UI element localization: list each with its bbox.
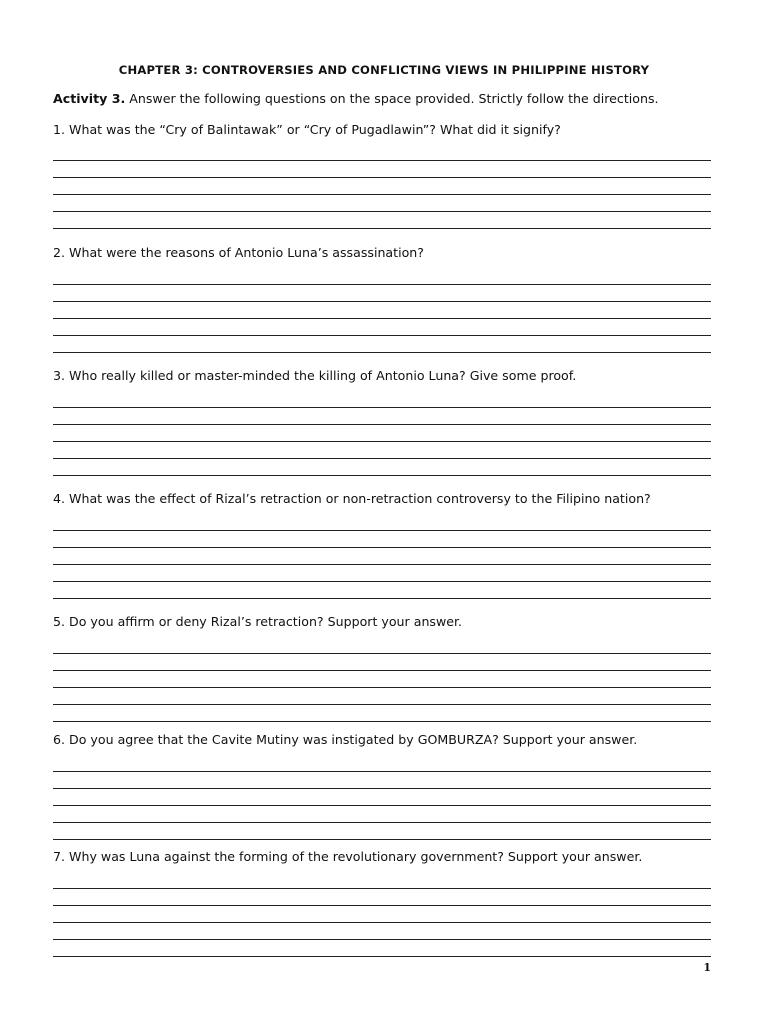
answer-line[interactable] xyxy=(53,721,711,722)
answer-line[interactable] xyxy=(53,547,711,548)
answer-line[interactable] xyxy=(53,424,711,425)
answer-line[interactable] xyxy=(53,318,711,319)
question-1 xyxy=(53,121,733,139)
answer-line[interactable] xyxy=(53,939,711,940)
answer-line[interactable] xyxy=(53,284,711,285)
question-text: 4. What was the effect of Rizal’s retraction or non-retraction controversy to the Filipino nation? xyxy=(53,491,651,506)
answer-line[interactable] xyxy=(53,905,711,906)
answer-line[interactable] xyxy=(53,598,711,599)
answer-line[interactable] xyxy=(53,211,711,212)
answer-line[interactable] xyxy=(53,670,711,671)
answer-line[interactable] xyxy=(53,335,711,336)
answer-line[interactable] xyxy=(53,530,711,531)
answer-line[interactable] xyxy=(53,788,711,789)
answer-line[interactable] xyxy=(53,888,711,889)
question-3 xyxy=(53,367,733,385)
answer-line[interactable] xyxy=(53,839,711,840)
question-text: 1. What was the “Cry of Balintawak” or “Cry of Pugadlawin”? What did it signify? xyxy=(53,122,561,137)
answer-line[interactable] xyxy=(53,458,711,459)
answer-line[interactable] xyxy=(53,194,711,195)
question-text: 2. What were the reasons of Antonio Luna’s assassination? xyxy=(53,245,424,260)
question-4 xyxy=(53,490,733,508)
question-6 xyxy=(53,731,733,749)
answer-line[interactable] xyxy=(53,922,711,923)
answer-line[interactable] xyxy=(53,160,711,161)
question-2 xyxy=(53,244,733,262)
answer-line[interactable] xyxy=(53,704,711,705)
question-text: 7. Why was Luna against the forming of the revolutionary government? Support your answer. xyxy=(53,849,643,864)
page-title: CHAPTER 3: CONTROVERSIES AND CONFLICTING VIEWS IN PHILIPPINE HISTORY xyxy=(118,63,650,77)
answer-line[interactable] xyxy=(53,352,711,353)
answer-line[interactable] xyxy=(53,228,711,229)
answer-line[interactable] xyxy=(53,177,711,178)
question-text: 6. Do you agree that the Cavite Mutiny was instigated by GOMBURZA? Support your answer. xyxy=(53,732,638,747)
activity-instruction xyxy=(53,91,659,106)
question-7 xyxy=(53,848,733,866)
answer-line[interactable] xyxy=(53,441,711,442)
activity-text: Answer the following questions on the space provided. Strictly follow the directions. xyxy=(125,91,659,106)
answer-line[interactable] xyxy=(53,581,711,582)
page-number: 1 xyxy=(703,961,711,974)
answer-line[interactable] xyxy=(53,771,711,772)
question-5 xyxy=(53,613,733,631)
answer-line[interactable] xyxy=(53,475,711,476)
question-text: 5. Do you affirm or deny Rizal’s retraction? Support your answer. xyxy=(53,614,463,629)
answer-line[interactable] xyxy=(53,564,711,565)
activity-label: Activity 3. xyxy=(53,91,126,106)
answer-line[interactable] xyxy=(53,956,711,957)
answer-line[interactable] xyxy=(53,822,711,823)
question-text: 3. Who really killed or master-minded the killing of Antonio Luna? Give some proof. xyxy=(53,368,577,383)
answer-line[interactable] xyxy=(53,407,711,408)
answer-line[interactable] xyxy=(53,301,711,302)
answer-line[interactable] xyxy=(53,805,711,806)
answer-line[interactable] xyxy=(53,653,711,654)
answer-line[interactable] xyxy=(53,687,711,688)
